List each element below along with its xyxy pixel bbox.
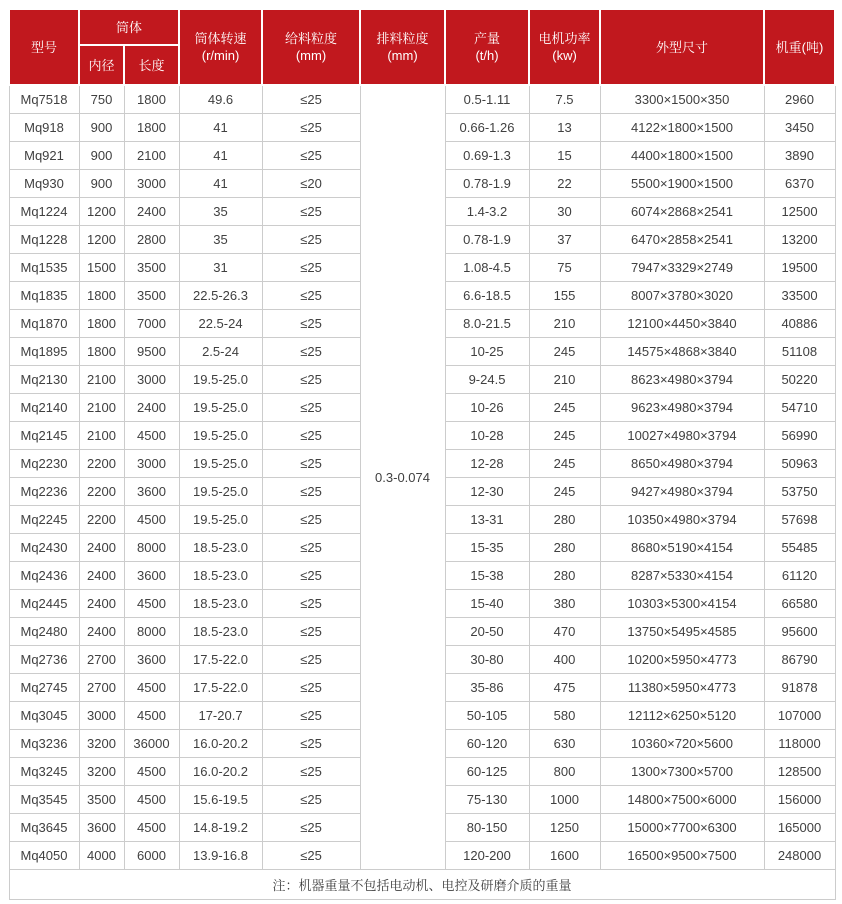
cell-dimensions: 13750×5495×4585 <box>600 618 764 646</box>
cell-dimensions: 8680×5190×4154 <box>600 534 764 562</box>
cell-dimensions: 6470×2858×2541 <box>600 226 764 254</box>
cell-inner-diameter: 750 <box>79 85 124 114</box>
cell-motor-power: 245 <box>529 422 600 450</box>
cell-motor-power: 1250 <box>529 814 600 842</box>
cell-feed-size: ≤25 <box>262 786 360 814</box>
cell-feed-size: ≤25 <box>262 478 360 506</box>
cell-weight: 2960 <box>764 85 835 114</box>
cell-length: 1800 <box>124 114 179 142</box>
cell-dimensions: 8650×4980×3794 <box>600 450 764 478</box>
cell-model: Mq2436 <box>9 562 79 590</box>
cell-inner-diameter: 2200 <box>79 478 124 506</box>
cell-model: Mq3245 <box>9 758 79 786</box>
cell-feed-size: ≤25 <box>262 730 360 758</box>
cell-length: 3000 <box>124 366 179 394</box>
cell-length: 1800 <box>124 85 179 114</box>
cell-feed-size: ≤25 <box>262 254 360 282</box>
cell-dimensions: 15000×7700×6300 <box>600 814 764 842</box>
cell-length: 2800 <box>124 226 179 254</box>
cell-capacity: 15-38 <box>445 562 529 590</box>
cell-dimensions: 8623×4980×3794 <box>600 366 764 394</box>
cell-rotation-speed: 16.0-20.2 <box>179 758 262 786</box>
header-feed-size-label: 给料粒度 <box>285 31 338 46</box>
cell-motor-power: 475 <box>529 674 600 702</box>
cell-capacity: 6.6-18.5 <box>445 282 529 310</box>
header-weight: 机重(吨) <box>764 9 835 85</box>
cell-inner-diameter: 3200 <box>79 730 124 758</box>
cell-weight: 55485 <box>764 534 835 562</box>
cell-weight: 12500 <box>764 198 835 226</box>
header-rotation-speed-unit: (r/min) <box>201 48 240 63</box>
cell-feed-size: ≤25 <box>262 646 360 674</box>
cell-motor-power: 13 <box>529 114 600 142</box>
header-motor-power-label: 电机功率 <box>538 31 591 46</box>
cell-model: Mq3236 <box>9 730 79 758</box>
cell-model: Mq2130 <box>9 366 79 394</box>
header-discharge-size-label: 排料粒度 <box>376 31 429 46</box>
cell-capacity: 50-105 <box>445 702 529 730</box>
cell-dimensions: 6074×2868×2541 <box>600 198 764 226</box>
cell-dimensions: 8287×5330×4154 <box>600 562 764 590</box>
cell-motor-power: 15 <box>529 142 600 170</box>
cell-dimensions: 10360×720×5600 <box>600 730 764 758</box>
cell-length: 3000 <box>124 170 179 198</box>
cell-discharge-size-merged: 0.3-0.074 <box>360 85 445 870</box>
cell-length: 2400 <box>124 394 179 422</box>
cell-capacity: 0.66-1.26 <box>445 114 529 142</box>
cell-feed-size: ≤25 <box>262 422 360 450</box>
cell-rotation-speed: 18.5-23.0 <box>179 534 262 562</box>
cell-dimensions: 10027×4980×3794 <box>600 422 764 450</box>
cell-capacity: 60-125 <box>445 758 529 786</box>
cell-capacity: 15-40 <box>445 590 529 618</box>
cell-rotation-speed: 41 <box>179 142 262 170</box>
cell-capacity: 15-35 <box>445 534 529 562</box>
cell-length: 2100 <box>124 142 179 170</box>
cell-inner-diameter: 4000 <box>79 842 124 870</box>
cell-motor-power: 7.5 <box>529 85 600 114</box>
cell-weight: 33500 <box>764 282 835 310</box>
cell-capacity: 12-28 <box>445 450 529 478</box>
cell-rotation-speed: 41 <box>179 170 262 198</box>
cell-length: 36000 <box>124 730 179 758</box>
cell-model: Mq7518 <box>9 85 79 114</box>
cell-rotation-speed: 19.5-25.0 <box>179 450 262 478</box>
header-feed-size <box>262 9 360 85</box>
header-capacity-label: 产量 <box>474 31 501 46</box>
cell-feed-size: ≤25 <box>262 338 360 366</box>
header-inner-diameter: 内径 <box>79 45 124 85</box>
cell-rotation-speed: 49.6 <box>179 85 262 114</box>
cell-model: Mq1224 <box>9 198 79 226</box>
cell-inner-diameter: 2700 <box>79 674 124 702</box>
cell-inner-diameter: 2400 <box>79 534 124 562</box>
cell-motor-power: 630 <box>529 730 600 758</box>
cell-rotation-speed: 2.5-24 <box>179 338 262 366</box>
cell-motor-power: 1000 <box>529 786 600 814</box>
cell-dimensions: 14575×4868×3840 <box>600 338 764 366</box>
header-motor-power <box>529 9 600 85</box>
cell-capacity: 20-50 <box>445 618 529 646</box>
cell-capacity: 0.78-1.9 <box>445 170 529 198</box>
cell-inner-diameter: 1200 <box>79 198 124 226</box>
cell-dimensions: 10350×4980×3794 <box>600 506 764 534</box>
cell-dimensions: 8007×3780×3020 <box>600 282 764 310</box>
cell-model: Mq2736 <box>9 646 79 674</box>
cell-rotation-speed: 19.5-25.0 <box>179 506 262 534</box>
header-dimensions: 外型尺寸 <box>600 9 764 85</box>
header-motor-power-unit: (kw) <box>552 48 577 63</box>
header-capacity-unit: (t/h) <box>475 48 499 63</box>
cell-length: 6000 <box>124 842 179 870</box>
cell-length: 9500 <box>124 338 179 366</box>
cell-rotation-speed: 18.5-23.0 <box>179 562 262 590</box>
cell-weight: 3450 <box>764 114 835 142</box>
cell-capacity: 35-86 <box>445 674 529 702</box>
cell-rotation-speed: 16.0-20.2 <box>179 730 262 758</box>
cell-motor-power: 245 <box>529 394 600 422</box>
cell-model: Mq1895 <box>9 338 79 366</box>
cell-capacity: 8.0-21.5 <box>445 310 529 338</box>
cell-inner-diameter: 3600 <box>79 814 124 842</box>
cell-capacity: 10-26 <box>445 394 529 422</box>
cell-weight: 128500 <box>764 758 835 786</box>
cell-feed-size: ≤20 <box>262 170 360 198</box>
cell-rotation-speed: 17.5-22.0 <box>179 646 262 674</box>
header-rotation-speed <box>179 9 262 85</box>
cell-dimensions: 4400×1800×1500 <box>600 142 764 170</box>
cell-length: 4500 <box>124 506 179 534</box>
cell-rotation-speed: 19.5-25.0 <box>179 422 262 450</box>
cell-weight: 107000 <box>764 702 835 730</box>
cell-motor-power: 380 <box>529 590 600 618</box>
header-feed-size-unit: (mm) <box>295 48 327 63</box>
cell-weight: 13200 <box>764 226 835 254</box>
cell-motor-power: 75 <box>529 254 600 282</box>
cell-capacity: 12-30 <box>445 478 529 506</box>
cell-rotation-speed: 17-20.7 <box>179 702 262 730</box>
cell-length: 4500 <box>124 590 179 618</box>
cell-inner-diameter: 3200 <box>79 758 124 786</box>
cell-dimensions: 7947×3329×2749 <box>600 254 764 282</box>
cell-motor-power: 210 <box>529 310 600 338</box>
cell-motor-power: 580 <box>529 702 600 730</box>
cell-weight: 118000 <box>764 730 835 758</box>
cell-inner-diameter: 1500 <box>79 254 124 282</box>
cell-length: 4500 <box>124 786 179 814</box>
cell-motor-power: 210 <box>529 366 600 394</box>
cell-dimensions: 16500×9500×7500 <box>600 842 764 870</box>
cell-model: Mq2230 <box>9 450 79 478</box>
cell-motor-power: 280 <box>529 534 600 562</box>
cell-inner-diameter: 2400 <box>79 618 124 646</box>
cell-model: Mq3045 <box>9 702 79 730</box>
cell-feed-size: ≤25 <box>262 618 360 646</box>
cell-length: 3600 <box>124 646 179 674</box>
cell-inner-diameter: 900 <box>79 170 124 198</box>
spec-table-body <box>9 85 835 870</box>
cell-capacity: 9-24.5 <box>445 366 529 394</box>
cell-model: Mq921 <box>9 142 79 170</box>
cell-rotation-speed: 14.8-19.2 <box>179 814 262 842</box>
cell-feed-size: ≤25 <box>262 814 360 842</box>
cell-motor-power: 245 <box>529 450 600 478</box>
cell-capacity: 30-80 <box>445 646 529 674</box>
cell-capacity: 80-150 <box>445 814 529 842</box>
table-footer <box>9 870 835 900</box>
cell-weight: 248000 <box>764 842 835 870</box>
cell-length: 3600 <box>124 562 179 590</box>
cell-model: Mq1870 <box>9 310 79 338</box>
cell-motor-power: 245 <box>529 478 600 506</box>
cell-model: Mq2480 <box>9 618 79 646</box>
cell-inner-diameter: 2200 <box>79 450 124 478</box>
cell-motor-power: 470 <box>529 618 600 646</box>
header-length: 长度 <box>124 45 179 85</box>
cell-model: Mq2245 <box>9 506 79 534</box>
cell-model: Mq2445 <box>9 590 79 618</box>
cell-feed-size: ≤25 <box>262 394 360 422</box>
cell-feed-size: ≤25 <box>262 114 360 142</box>
cell-length: 7000 <box>124 310 179 338</box>
cell-length: 8000 <box>124 618 179 646</box>
footer-note: 注：机器重量不包括电动机、电控及研磨介质的重量 <box>9 870 835 900</box>
cell-model: Mq3645 <box>9 814 79 842</box>
cell-dimensions: 9623×4980×3794 <box>600 394 764 422</box>
cell-motor-power: 280 <box>529 506 600 534</box>
cell-dimensions: 10303×5300×4154 <box>600 590 764 618</box>
cell-feed-size: ≤25 <box>262 674 360 702</box>
cell-weight: 6370 <box>764 170 835 198</box>
cell-capacity: 13-31 <box>445 506 529 534</box>
table-header <box>9 9 835 85</box>
cell-capacity: 1.4-3.2 <box>445 198 529 226</box>
cell-rotation-speed: 15.6-19.5 <box>179 786 262 814</box>
cell-weight: 95600 <box>764 618 835 646</box>
cell-weight: 50963 <box>764 450 835 478</box>
cell-weight: 40886 <box>764 310 835 338</box>
cell-dimensions: 5500×1900×1500 <box>600 170 764 198</box>
cell-capacity: 0.69-1.3 <box>445 142 529 170</box>
cell-weight: 156000 <box>764 786 835 814</box>
cell-inner-diameter: 900 <box>79 114 124 142</box>
cell-capacity: 75-130 <box>445 786 529 814</box>
cell-length: 3000 <box>124 450 179 478</box>
cell-rotation-speed: 17.5-22.0 <box>179 674 262 702</box>
cell-rotation-speed: 19.5-25.0 <box>179 394 262 422</box>
cell-inner-diameter: 1800 <box>79 310 124 338</box>
cell-dimensions: 11380×5950×4773 <box>600 674 764 702</box>
header-discharge-size-unit: (mm) <box>387 48 418 63</box>
cell-inner-diameter: 1200 <box>79 226 124 254</box>
cell-feed-size: ≤25 <box>262 310 360 338</box>
cell-inner-diameter: 2400 <box>79 590 124 618</box>
cell-inner-diameter: 3500 <box>79 786 124 814</box>
cell-length: 8000 <box>124 534 179 562</box>
cell-inner-diameter: 2700 <box>79 646 124 674</box>
cell-capacity: 0.78-1.9 <box>445 226 529 254</box>
cell-rotation-speed: 18.5-23.0 <box>179 618 262 646</box>
cell-feed-size: ≤25 <box>262 198 360 226</box>
cell-weight: 61120 <box>764 562 835 590</box>
cell-weight: 91878 <box>764 674 835 702</box>
cell-model: Mq4050 <box>9 842 79 870</box>
cell-model: Mq918 <box>9 114 79 142</box>
cell-model: Mq3545 <box>9 786 79 814</box>
cell-feed-size: ≤25 <box>262 450 360 478</box>
cell-length: 4500 <box>124 674 179 702</box>
cell-model: Mq1228 <box>9 226 79 254</box>
cell-motor-power: 245 <box>529 338 600 366</box>
cell-rotation-speed: 22.5-26.3 <box>179 282 262 310</box>
cell-weight: 3890 <box>764 142 835 170</box>
cell-feed-size: ≤25 <box>262 142 360 170</box>
cell-model: Mq1835 <box>9 282 79 310</box>
cell-weight: 19500 <box>764 254 835 282</box>
cell-dimensions: 3300×1500×350 <box>600 85 764 114</box>
cell-rotation-speed: 35 <box>179 226 262 254</box>
cell-inner-diameter: 1800 <box>79 282 124 310</box>
header-cylinder: 筒体 <box>79 9 179 45</box>
cell-dimensions: 14800×7500×6000 <box>600 786 764 814</box>
header-model: 型号 <box>9 9 79 85</box>
cell-length: 3500 <box>124 282 179 310</box>
cell-weight: 53750 <box>764 478 835 506</box>
cell-motor-power: 37 <box>529 226 600 254</box>
cell-dimensions: 12112×6250×5120 <box>600 702 764 730</box>
table-row <box>9 85 835 114</box>
cell-inner-diameter: 1800 <box>79 338 124 366</box>
cell-model: Mq2140 <box>9 394 79 422</box>
cell-capacity: 10-25 <box>445 338 529 366</box>
cell-capacity: 10-28 <box>445 422 529 450</box>
cell-length: 4500 <box>124 814 179 842</box>
cell-motor-power: 400 <box>529 646 600 674</box>
cell-rotation-speed: 19.5-25.0 <box>179 478 262 506</box>
cell-motor-power: 1600 <box>529 842 600 870</box>
cell-model: Mq2145 <box>9 422 79 450</box>
cell-inner-diameter: 2100 <box>79 422 124 450</box>
cell-length: 2400 <box>124 198 179 226</box>
cell-model: Mq930 <box>9 170 79 198</box>
cell-length: 4500 <box>124 702 179 730</box>
cell-capacity: 120-200 <box>445 842 529 870</box>
cell-dimensions: 1300×7300×5700 <box>600 758 764 786</box>
cell-rotation-speed: 22.5-24 <box>179 310 262 338</box>
cell-model: Mq2430 <box>9 534 79 562</box>
cell-capacity: 0.5-1.11 <box>445 85 529 114</box>
cell-feed-size: ≤25 <box>262 758 360 786</box>
cell-rotation-speed: 41 <box>179 114 262 142</box>
cell-feed-size: ≤25 <box>262 842 360 870</box>
cell-rotation-speed: 18.5-23.0 <box>179 590 262 618</box>
cell-model: Mq1535 <box>9 254 79 282</box>
cell-weight: 50220 <box>764 366 835 394</box>
spec-table <box>8 8 836 900</box>
cell-feed-size: ≤25 <box>262 562 360 590</box>
cell-feed-size: ≤25 <box>262 282 360 310</box>
cell-inner-diameter: 3000 <box>79 702 124 730</box>
cell-rotation-speed: 35 <box>179 198 262 226</box>
cell-weight: 86790 <box>764 646 835 674</box>
cell-model: Mq2236 <box>9 478 79 506</box>
cell-feed-size: ≤25 <box>262 702 360 730</box>
cell-dimensions: 12100×4450×3840 <box>600 310 764 338</box>
cell-length: 3600 <box>124 478 179 506</box>
cell-inner-diameter: 2100 <box>79 394 124 422</box>
cell-motor-power: 800 <box>529 758 600 786</box>
cell-feed-size: ≤25 <box>262 590 360 618</box>
cell-inner-diameter: 2100 <box>79 366 124 394</box>
header-discharge-size <box>360 9 445 85</box>
cell-dimensions: 9427×4980×3794 <box>600 478 764 506</box>
cell-weight: 165000 <box>764 814 835 842</box>
cell-motor-power: 155 <box>529 282 600 310</box>
cell-feed-size: ≤25 <box>262 85 360 114</box>
cell-length: 4500 <box>124 422 179 450</box>
cell-feed-size: ≤25 <box>262 226 360 254</box>
cell-weight: 66580 <box>764 590 835 618</box>
cell-dimensions: 4122×1800×1500 <box>600 114 764 142</box>
header-capacity <box>445 9 529 85</box>
cell-rotation-speed: 31 <box>179 254 262 282</box>
cell-weight: 57698 <box>764 506 835 534</box>
cell-inner-diameter: 2400 <box>79 562 124 590</box>
header-rotation-speed-label: 筒体转速 <box>194 31 247 46</box>
cell-motor-power: 280 <box>529 562 600 590</box>
cell-weight: 51108 <box>764 338 835 366</box>
cell-capacity: 1.08-4.5 <box>445 254 529 282</box>
cell-length: 4500 <box>124 758 179 786</box>
cell-feed-size: ≤25 <box>262 534 360 562</box>
cell-motor-power: 30 <box>529 198 600 226</box>
cell-dimensions: 10200×5950×4773 <box>600 646 764 674</box>
cell-model: Mq2745 <box>9 674 79 702</box>
cell-length: 3500 <box>124 254 179 282</box>
cell-inner-diameter: 2200 <box>79 506 124 534</box>
cell-motor-power: 22 <box>529 170 600 198</box>
cell-inner-diameter: 900 <box>79 142 124 170</box>
cell-weight: 56990 <box>764 422 835 450</box>
cell-feed-size: ≤25 <box>262 506 360 534</box>
cell-rotation-speed: 19.5-25.0 <box>179 366 262 394</box>
cell-rotation-speed: 13.9-16.8 <box>179 842 262 870</box>
cell-feed-size: ≤25 <box>262 366 360 394</box>
cell-weight: 54710 <box>764 394 835 422</box>
cell-capacity: 60-120 <box>445 730 529 758</box>
